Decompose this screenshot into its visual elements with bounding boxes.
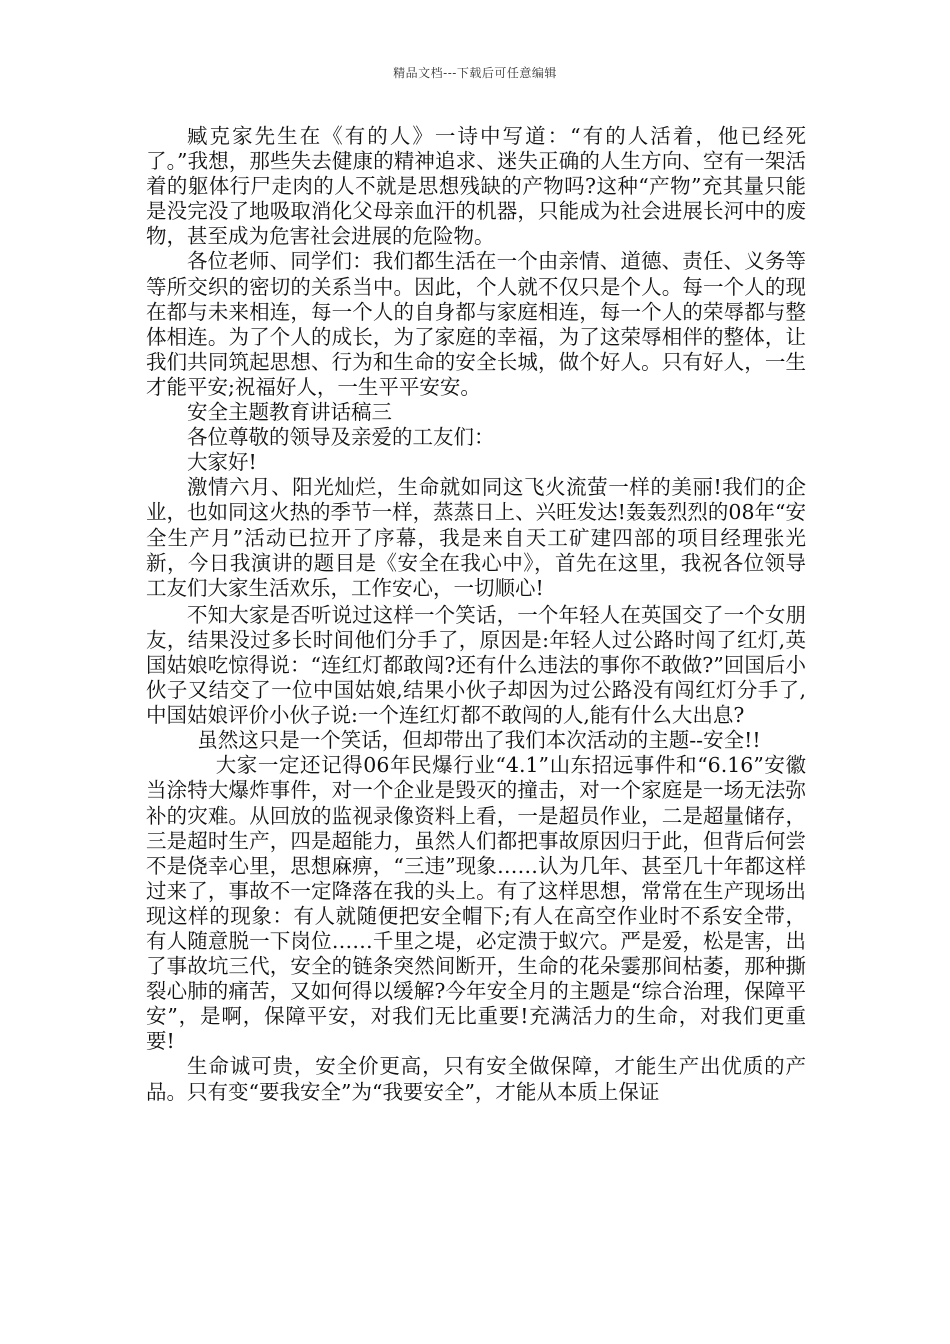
greeting: 大家好! (187, 450, 257, 475)
paragraph-intro-speech: 激情六月、阳光灿烂，生命就如同这飞火流萤一样的美丽!我们的企业，也如同这火热的季节一样，蒸蒸日上、兴旺发达!轰轰烈烈的08年“安全生产月”活动已拉开了序幕，我是来自天工矿建四部的项目经理张光新，今日我演讲的题目是《安全在我心中》，首先在这里，我祝各位领导工友们大家生活欢乐，工作安心，一切顺心! (146, 475, 806, 600)
paragraph-theme: 虽然这只是一个笑话，但却带出了我们本次活动的主题--安全!! (197, 728, 761, 753)
section-title: 安全主题教育讲话稿三 (187, 400, 392, 425)
paragraph-address-teachers: 各位老师、同学们：我们都生活在一个由亲情、道德、责任、义务等等所交织的密切的关系当中。因此，个人就不仅只是个人。每一个人的现在都与未来相连，每一个人的自身都与家庭相连，每一个人的荣辱都与整体相连。为了个人的成长，为了家庭的幸福，为了这荣辱相伴的整体，让我们共同筑起思想、行为和生命的安全长城，做个好人。只有好人，一生才能平安;祝福好人，一生平平安安。 (146, 249, 806, 399)
salutation: 各位尊敬的领导及亲爱的工友们： (187, 425, 495, 450)
paragraph-life-safety: 生命诚可贵，安全价更高，只有安全做保障，才能生产出优质的产品。只有变“要我安全”为“我要安全”，才能从本质上保证 (146, 1054, 806, 1104)
paragraph-accidents: 大家一定还记得06年民爆行业“4.1”山东招远事件和“6.16”安徽当涂特大爆炸事件，对一个企业是毁灭的撞击，对一个家庭是一场无法弥补的灾难。从回放的监视录像资料上看，一是超员作业，二是超量储存，三是超时生产，四是超能力，虽然人们都把事故原因归于此，但背后何尝不是侥幸心里，思想麻痹，“三违”现象……认为几年、甚至几十年都这样过来了，事故不一定降落在我的头上。有了这样思想，常常在生产现场出现这样的现象：有人就随便把安全帽下;有人在高空作业时不系安全带，有人随意脱一下岗位……千里之堤，必定溃于蚁穴。严是爱，松是害，出了事故坑三代，安全的链条突然间断开，生命的花朵霎那间枯萎，那种撕裂心肺的痛苦，又如何得以缓解?今年安全月的主题是“综合治理，保障平安”，是啊，保障平安，对我们无比重要!充满活力的生命，对我们更重要! (146, 753, 806, 1054)
page-header: 精品文档---下载后可任意编辑 (393, 66, 557, 80)
paragraph-poem-quote: 臧克家先生在《有的人》一诗中写道：“有的人活着，他已经死了。”我想，那些失去健康的精神追求、迷失正确的人生方向、空有一架活着的躯体行尸走肉的人不就是思想残缺的产物吗?这种“产物”充其量只能是没完没了地吸取消化父母亲血汗的机器，只能成为社会进展长河中的废物，甚至成为危害社会进展的危险物。 (146, 124, 806, 249)
paragraph-joke: 不知大家是否听说过这样一个笑话，一个年轻人在英国交了一个女朋友，结果没过多长时间他们分手了，原因是:年轻人过公路时闯了红灯,英国姑娘吃惊得说：“连红灯都敢闯?还有什么违法的事你不敢做?”回国后小伙子又结交了一位中国姑娘,结果小伙子却因为过公路没有闯红灯分手了,中国姑娘评价小伙子说:一个连红灯都不敢闯的人,能有什么大出息? (146, 602, 806, 728)
document-body (146, 124, 806, 1105)
